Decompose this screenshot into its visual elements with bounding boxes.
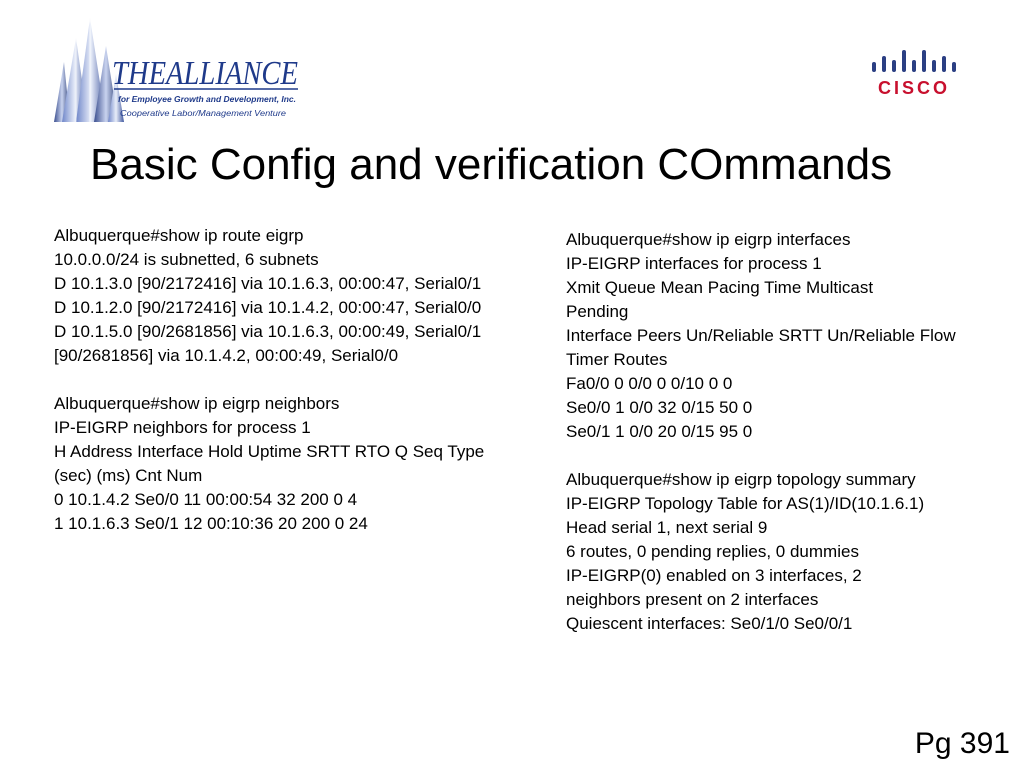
cisco-logo bbox=[864, 44, 960, 104]
left-column bbox=[54, 224, 524, 536]
topology-command-line: Albuquerque#show ip eigrp topology summary bbox=[566, 470, 916, 489]
route-output-line: 10.0.0.0/24 is subnetted, 6 subnets bbox=[54, 250, 319, 269]
neighbors-row-line: 0 10.1.4.2 Se0/0 11 00:00:54 32 200 0 4 bbox=[54, 490, 358, 509]
interfaces-row-line: Se0/1 1 0/0 20 0/15 95 0 bbox=[566, 422, 753, 441]
topology-output-line: Quiescent interfaces: Se0/1/0 Se0/0/1 bbox=[566, 614, 853, 633]
route-output-line: D 10.1.2.0 [90/2172416] via 10.1.4.2, 00:00:47, Serial0/0 bbox=[54, 298, 482, 317]
page-number: Pg 391 bbox=[914, 727, 1010, 760]
route-output-line: [90/2681856] via 10.1.4.2, 00:00:49, Serial0/0 bbox=[54, 346, 399, 365]
the-alliance-logo bbox=[48, 16, 318, 128]
block-spacer bbox=[566, 444, 1006, 468]
svg-text:THEALLIANCE: THEALLIANCE bbox=[112, 55, 299, 92]
route-output-line: D 10.1.5.0 [90/2681856] via 10.1.6.3, 00:00:49, Serial0/1 bbox=[54, 322, 482, 341]
topology-output-line: IP-EIGRP(0) enabled on 3 interfaces, 2 neighbors present on 2 interfaces bbox=[566, 566, 862, 609]
route-command-line: Albuquerque#show ip route eigrp bbox=[54, 226, 304, 245]
interfaces-command-line: Albuquerque#show ip eigrp interfaces bbox=[566, 230, 851, 249]
interfaces-row-line: Se0/0 1 0/0 32 0/15 50 0 bbox=[566, 398, 753, 417]
interfaces-header-line: Xmit Queue Mean Pacing Time Multicast Pending bbox=[566, 278, 874, 321]
neighbors-command-line: Albuquerque#show ip eigrp neighbors bbox=[54, 394, 340, 413]
neighbors-header-line: (sec) (ms) Cnt Num bbox=[54, 466, 203, 485]
interfaces-header-line: Interface Peers Un/Reliable SRTT Un/Reliable Flow Timer Routes bbox=[566, 326, 956, 369]
block-spacer bbox=[54, 368, 524, 392]
cisco-wordmark: CISCO bbox=[877, 78, 951, 98]
topology-output-line: 6 routes, 0 pending replies, 0 dummies bbox=[566, 542, 859, 561]
alliance-wordmark bbox=[112, 55, 298, 118]
neighbors-row-line: 1 10.1.6.3 Se0/1 12 00:10:36 20 200 0 24 bbox=[54, 514, 368, 533]
neighbors-output-line: IP-EIGRP neighbors for process 1 bbox=[54, 418, 311, 437]
cisco-bridge-icon bbox=[872, 50, 956, 72]
topology-output-line: Head serial 1, next serial 9 bbox=[566, 518, 768, 537]
neighbors-header-line: H Address Interface Hold Uptime SRTT RTO Q Seq Type bbox=[54, 442, 485, 461]
svg-text:Cooperative Labor/Management V: Cooperative Labor/Management Venture bbox=[120, 108, 287, 118]
route-output-line: D 10.1.3.0 [90/2172416] via 10.1.6.3, 00:00:47, Serial0/1 bbox=[54, 274, 482, 293]
interfaces-row-line: Fa0/0 0 0/0 0 0/10 0 0 bbox=[566, 374, 733, 393]
topology-output-line: IP-EIGRP Topology Table for AS(1)/ID(10.1.6.1) bbox=[566, 494, 925, 513]
svg-text:for Employee Growth and Develo: for Employee Growth and Development, Inc. bbox=[118, 95, 296, 104]
interfaces-output-line: IP-EIGRP interfaces for process 1 bbox=[566, 254, 822, 273]
right-column bbox=[566, 228, 1006, 636]
slide-title: Basic Config and verification COmmands bbox=[90, 140, 893, 189]
